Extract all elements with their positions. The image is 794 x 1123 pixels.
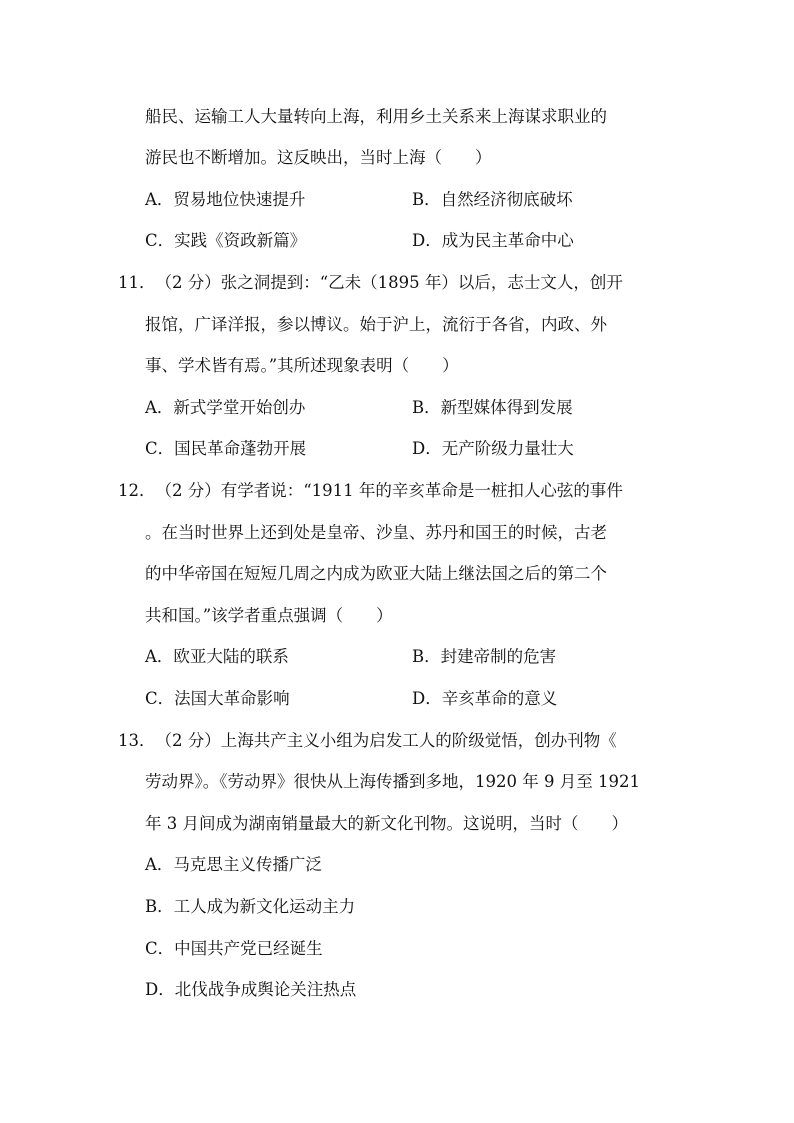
option-letter: A． <box>145 190 174 209</box>
q10-option-d[interactable] <box>412 229 574 253</box>
q11-option-a[interactable] <box>145 396 305 420</box>
option-text: 贸易地位快速提升 <box>173 190 306 209</box>
question-text: （2 分）有学者说：“1911 年的辛亥革命是一桩扣人心弦的事件 <box>155 481 623 500</box>
option-letter: C． <box>145 231 175 250</box>
question-number: 12． <box>118 481 156 500</box>
option-text: 欧亚大陆的联系 <box>173 647 289 666</box>
q11-option-b[interactable] <box>412 396 573 420</box>
q10-option-c[interactable] <box>145 229 306 253</box>
option-text: 封建帝制的危害 <box>440 647 557 666</box>
option-text: 中国共产党已经诞生 <box>174 939 323 958</box>
q11-option-d[interactable] <box>412 437 574 461</box>
question-number: 13． <box>118 731 156 750</box>
q13-option-a[interactable] <box>145 853 322 877</box>
option-text: 自然经济彻底破坏 <box>440 190 573 209</box>
q13-line-2: 劳动界》。《劳动界》很快从上海传播到多地，1920 年 9 月至 1921 <box>145 772 640 791</box>
option-letter: A． <box>145 855 174 874</box>
option-text: 法国大革命影响 <box>174 689 290 708</box>
option-letter: B． <box>412 647 441 666</box>
option-letter: C． <box>145 939 175 958</box>
option-letter: D． <box>412 689 442 708</box>
option-letter: C． <box>145 689 175 708</box>
q12-line-3: 的中华帝国在短短几周之内成为欧亚大陆上继法国之后的第二个 <box>145 564 607 583</box>
option-letter: D． <box>412 439 442 458</box>
option-letter: D． <box>412 231 442 250</box>
option-text: 辛亥革命的意义 <box>441 689 558 708</box>
question-text: （2 分）上海共产主义小组为启发工人的阶级觉悟，创办刊物《 <box>155 731 617 750</box>
q11-line-3: 事、学术皆有焉。”其所述现象表明（ ） <box>145 356 459 375</box>
question-number: 11． <box>118 273 156 292</box>
option-text: 北伐战争成舆论关注热点 <box>174 980 357 999</box>
q13-line-1 <box>118 729 617 753</box>
q13-line-3: 年 3 月间成为湖南销量最大的新文化刊物。这说明，当时（ ） <box>145 814 628 833</box>
q13-option-c[interactable] <box>145 937 323 961</box>
option-text: 马克思主义传播广泛 <box>173 855 322 874</box>
option-letter: B． <box>145 897 174 916</box>
q12-line-4: 共和国。”该学者重点强调（ ） <box>145 606 393 625</box>
option-text: 新型媒体得到发展 <box>440 398 573 417</box>
option-letter: B． <box>412 398 441 417</box>
option-text: 新式学堂开始创办 <box>173 398 306 417</box>
q12-option-d[interactable] <box>412 687 557 711</box>
q13-option-b[interactable] <box>145 895 355 919</box>
q13-option-d[interactable] <box>145 978 356 1002</box>
q12-option-a[interactable] <box>145 645 289 669</box>
option-letter: D． <box>145 980 175 999</box>
option-text: 无产阶级力量壮大 <box>441 439 574 458</box>
q10-option-a[interactable] <box>145 188 305 212</box>
question-text: （2 分）张之洞提到：“乙未（1895 年）以后，志士文人，创开 <box>155 273 623 292</box>
option-text: 成为民主革命中心 <box>441 231 574 250</box>
q11-option-c[interactable] <box>145 437 306 461</box>
q11-line-1 <box>118 271 623 295</box>
option-letter: A． <box>145 647 174 666</box>
q12-line-1 <box>118 479 623 503</box>
q12-line-2: 。在当时世界上还到处是皇帝、沙皇、苏丹和国王的时候，古老 <box>145 523 607 542</box>
q11-line-2: 报馆，广译洋报，参以博议。始于沪上，流衍于各省，内政、外 <box>145 315 607 334</box>
q12-option-c[interactable] <box>145 687 290 711</box>
q12-option-b[interactable] <box>412 645 556 669</box>
option-letter: A． <box>145 398 174 417</box>
option-text: 实践《资政新篇》 <box>174 231 307 250</box>
option-letter: C． <box>145 439 175 458</box>
option-text: 工人成为新文化运动主力 <box>173 897 356 916</box>
q10-line-2: 游民也不断增加。这反映出，当时上海（ ） <box>145 148 492 167</box>
q10-line-1: 船民、运输工人大量转向上海，利用乡土关系来上海谋求职业的 <box>145 107 607 126</box>
q10-option-b[interactable] <box>412 188 573 212</box>
option-text: 国民革命蓬勃开展 <box>174 439 307 458</box>
option-letter: B． <box>412 190 441 209</box>
